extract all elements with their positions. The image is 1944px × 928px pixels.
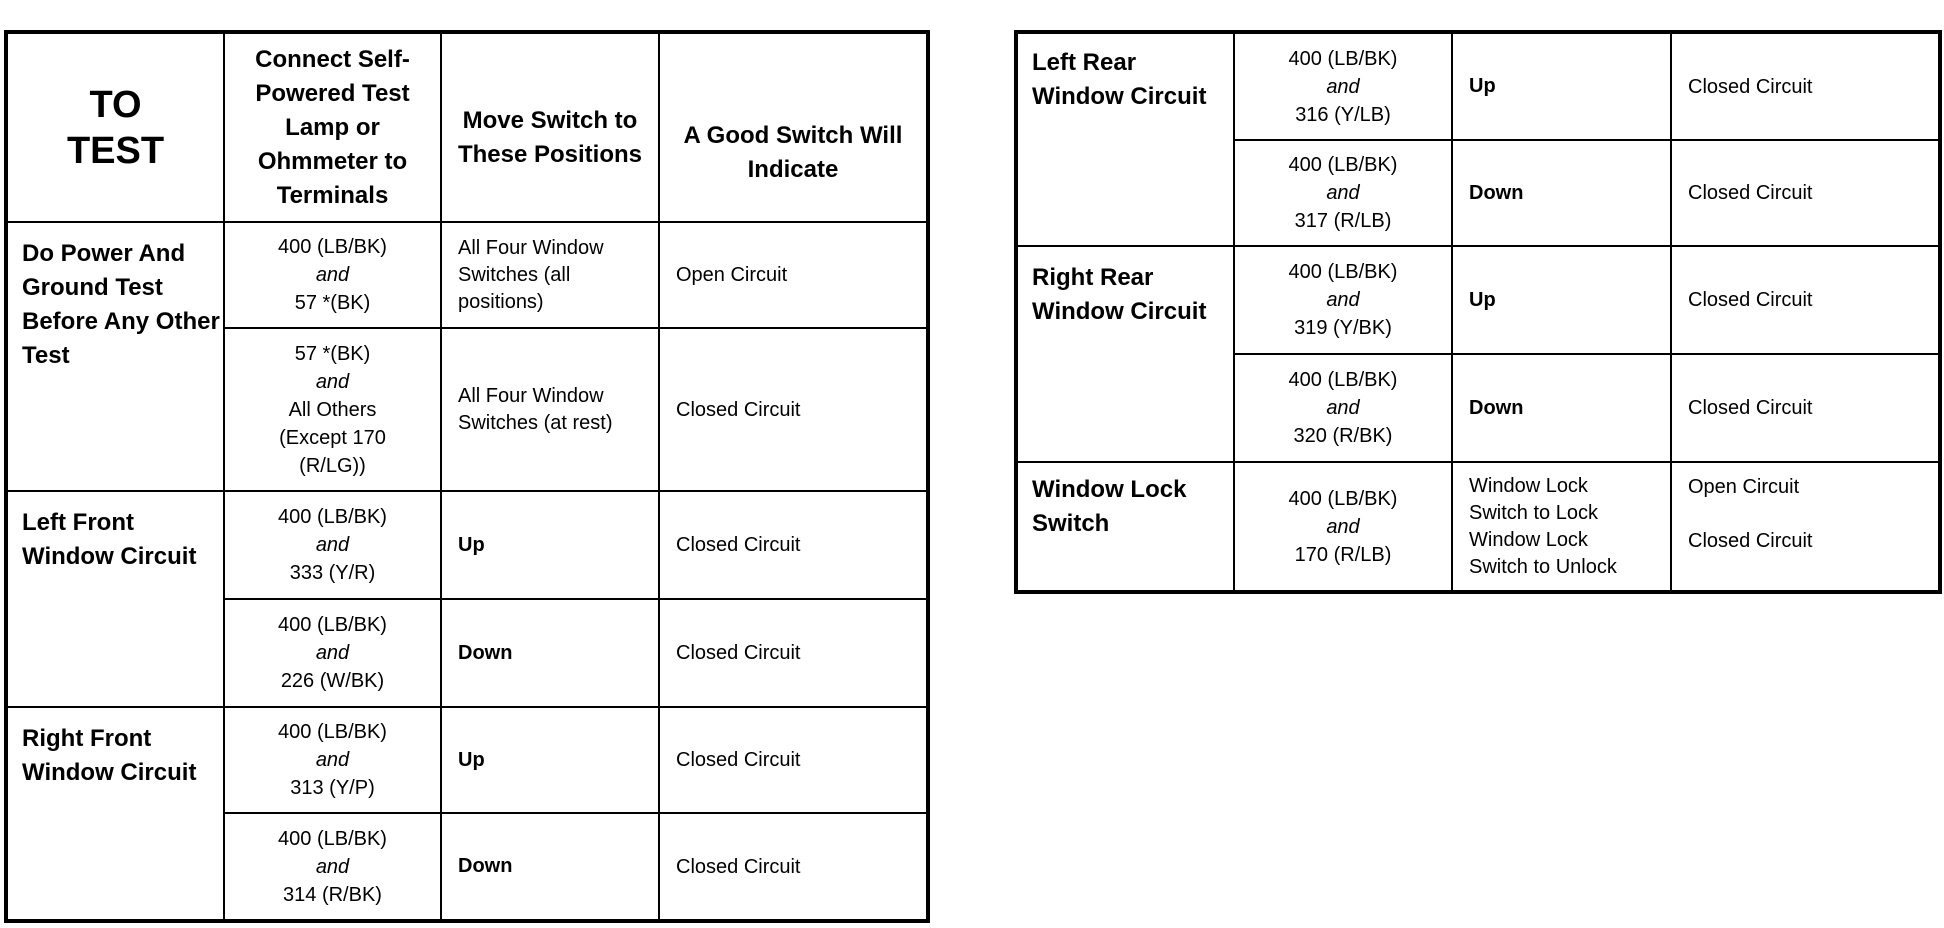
test-window-lock: Window Lock Switch (1016, 462, 1234, 592)
table-row (1016, 462, 1940, 592)
test-left-rear: Left Rear Window Circuit (1016, 32, 1234, 246)
table-row (1016, 246, 1940, 354)
table-row (6, 222, 928, 328)
move-cell: Down (1452, 140, 1671, 246)
indicate-cell: Closed Circuit (1671, 246, 1940, 354)
indicate-cell: Closed Circuit (659, 328, 928, 491)
move-cell: Down (441, 599, 659, 707)
table-row (6, 707, 928, 813)
indicate-cell: Closed Circuit (1671, 140, 1940, 246)
terminals-cell: 400 (LB/BK) and 320 (R/BK) (1234, 354, 1452, 462)
terminals-cell: 400 (LB/BK) and 170 (R/LB) (1234, 462, 1452, 592)
indicate-cell: Closed Circuit (659, 491, 928, 599)
right-test-table (1014, 30, 1942, 594)
move-cell: Window Lock Switch to Lock Window Lock Switch to Unlock (1452, 462, 1671, 592)
move-cell: Down (1452, 354, 1671, 462)
terminals-cell: 400 (LB/BK) and 333 (Y/R) (224, 491, 441, 599)
indicate-cell: Closed Circuit (659, 813, 928, 921)
indicate-cell: Open Circuit (659, 222, 928, 328)
test-right-rear: Right Rear Window Circuit (1016, 246, 1234, 462)
move-cell: Up (1452, 32, 1671, 140)
terminals-cell: 400 (LB/BK) and 314 (R/BK) (224, 813, 441, 921)
table-row (1016, 32, 1940, 140)
test-left-front: Left Front Window Circuit (6, 491, 224, 707)
move-cell: Up (1452, 246, 1671, 354)
header-move: Move Switch to These Positions (441, 32, 659, 222)
left-test-table (4, 30, 930, 923)
test-power-ground: Do Power And Ground Test Before Any Other Test (6, 222, 224, 491)
header-connect: Connect Self-Powered Test Lamp or Ohmmeter to Terminals (224, 32, 441, 222)
move-cell: Up (441, 491, 659, 599)
test-right-front: Right Front Window Circuit (6, 707, 224, 921)
indicate-cell: Open Circuit Closed Circuit (1671, 462, 1940, 592)
indicate-cell: Closed Circuit (1671, 354, 1940, 462)
indicate-cell: Closed Circuit (659, 599, 928, 707)
move-cell: All Four Window Switches (at rest) (441, 328, 659, 491)
indicate-cell: Closed Circuit (1671, 32, 1940, 140)
terminals-cell: 400 (LB/BK) and 313 (Y/P) (224, 707, 441, 813)
terminals-cell: 400 (LB/BK) and 57 *(BK) (224, 222, 441, 328)
terminals-cell: 400 (LB/BK) and 316 (Y/LB) (1234, 32, 1452, 140)
move-cell: Down (441, 813, 659, 921)
terminals-cell: 400 (LB/BK) and 226 (W/BK) (224, 599, 441, 707)
header-row (6, 32, 928, 222)
header-to-test: TO TEST (6, 32, 224, 222)
terminals-cell: 400 (LB/BK) and 319 (Y/BK) (1234, 246, 1452, 354)
terminals-cell: 57 *(BK) and All Others (Except 170 (R/LG)) (224, 328, 441, 491)
move-cell: Up (441, 707, 659, 813)
header-good: A Good Switch Will Indicate (659, 32, 928, 222)
indicate-cell: Closed Circuit (659, 707, 928, 813)
terminals-cell: 400 (LB/BK) and 317 (R/LB) (1234, 140, 1452, 246)
table-row (6, 491, 928, 599)
move-cell: All Four Window Switches (all positions) (441, 222, 659, 328)
